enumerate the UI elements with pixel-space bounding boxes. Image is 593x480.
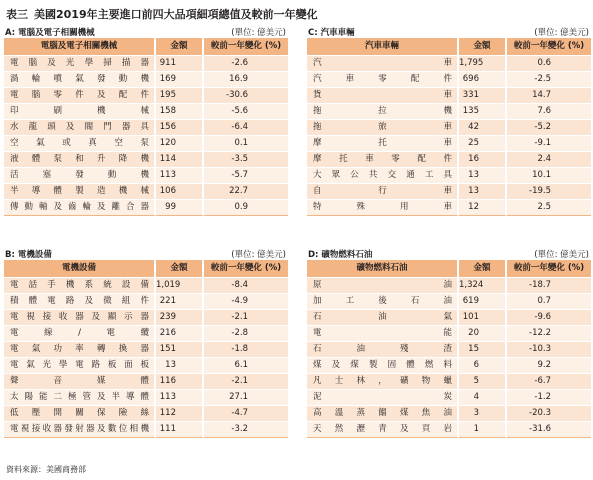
item-name-cell: 積體電路及微組件 — [4, 294, 156, 310]
table-row — [4, 374, 288, 390]
panel-d-mineral-fuels — [307, 247, 591, 438]
table-row — [307, 374, 591, 390]
item-name-cell: 電氣光學電路板面板 — [4, 358, 156, 374]
amount-cell: 15 — [459, 342, 507, 358]
table-row — [4, 200, 288, 216]
table-row — [4, 294, 288, 310]
amount-cell: 106 — [156, 184, 204, 200]
panel-unit: (單位: 億美元) — [231, 250, 286, 260]
item-name-cell: 太陽能二極管及半導體 — [4, 390, 156, 406]
table-row — [4, 88, 288, 104]
item-name-cell: 摩托車 — [307, 136, 459, 152]
amount-cell: 5 — [459, 374, 507, 390]
amount-cell: 113 — [156, 390, 204, 406]
amount-cell: 216 — [156, 326, 204, 342]
item-name-cell: 電腦及光學掃描器 — [4, 56, 156, 72]
panel-title: C: 汽車車輛 — [308, 28, 355, 38]
change-cell: -2.1 — [204, 374, 288, 390]
amount-cell: 239 — [156, 310, 204, 326]
change-cell: -2.8 — [204, 326, 288, 342]
amount-cell: 13 — [459, 168, 507, 184]
panel-title: D: 礦物燃料石油 — [308, 250, 373, 260]
amount-cell: 20 — [459, 326, 507, 342]
change-cell: -1.8 — [204, 342, 288, 358]
change-cell: -12.2 — [507, 326, 591, 342]
change-cell: -20.3 — [507, 406, 591, 422]
change-cell: 2.4 — [507, 152, 591, 168]
table-row — [4, 56, 288, 72]
change-cell: -4.9 — [204, 294, 288, 310]
panel-c-vehicles — [307, 25, 591, 216]
panel-unit: (單位: 億美元) — [231, 28, 286, 38]
header-change: 較前一年變化 (%) — [204, 260, 288, 278]
table-row — [4, 168, 288, 184]
panel-title: A: 電腦及電子相關機械 — [5, 28, 95, 38]
amount-cell: 911 — [156, 56, 204, 72]
header-change: 較前一年變化 (%) — [507, 38, 591, 56]
page-title — [6, 6, 318, 22]
header-category: 電腦及電子相關機械 — [4, 38, 156, 56]
table-row — [307, 136, 591, 152]
amount-cell: 111 — [156, 422, 204, 438]
change-cell: -30.6 — [204, 88, 288, 104]
item-name-cell: 電腦零件及配件 — [4, 88, 156, 104]
table-row — [307, 342, 591, 358]
table-row — [4, 104, 288, 120]
data-table — [307, 260, 591, 438]
amount-cell: 158 — [156, 104, 204, 120]
change-cell: 10.1 — [507, 168, 591, 184]
item-name-cell: 貨車 — [307, 88, 459, 104]
item-name-cell: 拖旅車 — [307, 120, 459, 136]
table-row — [307, 72, 591, 88]
item-name-cell: 凡士林，礦物蠟 — [307, 374, 459, 390]
item-name-cell: 水龍頭及閥門器具 — [4, 120, 156, 136]
amount-cell: 25 — [459, 136, 507, 152]
change-cell: -6.4 — [204, 120, 288, 136]
amount-cell: 112 — [156, 406, 204, 422]
table-row — [4, 406, 288, 422]
panel-unit: (單位: 億美元) — [534, 28, 589, 38]
amount-cell: 116 — [156, 374, 204, 390]
item-name-cell: 印刷機械 — [4, 104, 156, 120]
item-name-cell: 電線/電纜 — [4, 326, 156, 342]
change-cell: 0.1 — [204, 136, 288, 152]
amount-cell: 13 — [459, 184, 507, 200]
item-name-cell: 高溫蒸餾煤焦油 — [307, 406, 459, 422]
amount-cell: 101 — [459, 310, 507, 326]
item-name-cell: 自行車 — [307, 184, 459, 200]
item-name-cell: 天然瀝青及頁岩 — [307, 422, 459, 438]
item-name-cell: 電話手機系統設備 — [4, 278, 156, 294]
table-row — [307, 358, 591, 374]
amount-cell: 113 — [156, 168, 204, 184]
header-amount: 金額 — [156, 260, 204, 278]
table-row — [4, 136, 288, 152]
amount-cell: 1,019 — [156, 278, 204, 294]
item-name-cell: 加工後石油 — [307, 294, 459, 310]
header-amount: 金額 — [459, 38, 507, 56]
item-name-cell: 泥炭 — [307, 390, 459, 406]
panel-header — [4, 25, 288, 38]
panel-header — [307, 247, 591, 260]
change-cell: 22.7 — [204, 184, 288, 200]
change-cell: 0.7 — [507, 294, 591, 310]
header-row — [307, 38, 591, 56]
amount-cell: 16 — [459, 152, 507, 168]
table-row — [307, 88, 591, 104]
change-cell: 7.6 — [507, 104, 591, 120]
item-name-cell: 石油氣 — [307, 310, 459, 326]
panel-title: B: 電機設備 — [5, 250, 52, 260]
item-name-cell: 聲音媒體 — [4, 374, 156, 390]
amount-cell: 696 — [459, 72, 507, 88]
change-cell: -2.1 — [204, 310, 288, 326]
amount-cell: 169 — [156, 72, 204, 88]
table-row — [307, 168, 591, 184]
header-amount: 金額 — [156, 38, 204, 56]
table-row — [4, 72, 288, 88]
table-row — [307, 294, 591, 310]
change-cell: -10.3 — [507, 342, 591, 358]
panel-unit: (單位: 億美元) — [534, 250, 589, 260]
item-name-cell: 傳動軸及齒輪及離合器 — [4, 200, 156, 216]
change-cell: 14.7 — [507, 88, 591, 104]
item-name-cell: 汽車零配件 — [307, 72, 459, 88]
table-row — [307, 278, 591, 294]
table-number: 表三 — [6, 8, 28, 21]
change-cell: -5.6 — [204, 104, 288, 120]
change-cell: -2.5 — [507, 72, 591, 88]
change-cell: -31.6 — [507, 422, 591, 438]
amount-cell: 120 — [156, 136, 204, 152]
change-cell: 0.6 — [507, 56, 591, 72]
source-note: 資料來源：美國商務部 — [6, 465, 86, 474]
panel-b-electrical-equipment — [4, 247, 288, 438]
amount-cell: 135 — [459, 104, 507, 120]
change-cell: 6.1 — [204, 358, 288, 374]
item-name-cell: 電視接收器及顯示器 — [4, 310, 156, 326]
panel-header — [307, 25, 591, 38]
change-cell: -2.6 — [204, 56, 288, 72]
table-row — [4, 310, 288, 326]
table-row — [4, 278, 288, 294]
change-cell: -3.2 — [204, 422, 288, 438]
table-row — [4, 326, 288, 342]
change-cell: -3.5 — [204, 152, 288, 168]
item-name-cell: 電能 — [307, 326, 459, 342]
header-category: 礦物燃料石油 — [307, 260, 459, 278]
item-name-cell: 半導體製造機械 — [4, 184, 156, 200]
amount-cell: 1,324 — [459, 278, 507, 294]
header-row — [307, 260, 591, 278]
amount-cell: 12 — [459, 200, 507, 216]
panel-a-computers-electronics — [4, 25, 288, 216]
header-change: 較前一年變化 (%) — [204, 38, 288, 56]
item-name-cell: 石油殘渣 — [307, 342, 459, 358]
table-row — [307, 152, 591, 168]
header-change: 較前一年變化 (%) — [507, 260, 591, 278]
table-row — [4, 184, 288, 200]
data-table — [4, 260, 288, 438]
table-row — [4, 342, 288, 358]
change-cell: 27.1 — [204, 390, 288, 406]
amount-cell: 1,795 — [459, 56, 507, 72]
item-name-cell: 液體泵和升降機 — [4, 152, 156, 168]
amount-cell: 221 — [156, 294, 204, 310]
item-name-cell: 摩托車零配件 — [307, 152, 459, 168]
amount-cell: 619 — [459, 294, 507, 310]
item-name-cell: 特殊用車 — [307, 200, 459, 216]
item-name-cell: 低壓開關保險絲 — [4, 406, 156, 422]
table-row — [4, 390, 288, 406]
table-row — [307, 390, 591, 406]
amount-cell: 1 — [459, 422, 507, 438]
table-row — [4, 120, 288, 136]
table-row — [307, 406, 591, 422]
table-row — [307, 120, 591, 136]
header-row — [4, 260, 288, 278]
item-name-cell: 拖拉機 — [307, 104, 459, 120]
amount-cell: 4 — [459, 390, 507, 406]
change-cell: 0.9 — [204, 200, 288, 216]
item-name-cell: 汽車 — [307, 56, 459, 72]
title-text: 美國2019年主要進口前四大品項細項總值及較前一年變化 — [34, 8, 318, 21]
amount-cell: 195 — [156, 88, 204, 104]
change-cell: -19.5 — [507, 184, 591, 200]
item-name-cell: 渦輪噴氣發動機 — [4, 72, 156, 88]
data-table — [307, 38, 591, 216]
amount-cell: 151 — [156, 342, 204, 358]
table-row — [307, 200, 591, 216]
amount-cell: 331 — [459, 88, 507, 104]
amount-cell: 42 — [459, 120, 507, 136]
table-row — [307, 326, 591, 342]
item-name-cell: 電視接收器發射器及數位相機 — [4, 422, 156, 438]
amount-cell: 114 — [156, 152, 204, 168]
table-row — [307, 310, 591, 326]
amount-cell: 13 — [156, 358, 204, 374]
table-row — [307, 184, 591, 200]
header-row — [4, 38, 288, 56]
data-table — [4, 38, 288, 216]
change-cell: -9.1 — [507, 136, 591, 152]
header-amount: 金額 — [459, 260, 507, 278]
change-cell: 16.9 — [204, 72, 288, 88]
table-row — [4, 152, 288, 168]
change-cell: 9.2 — [507, 358, 591, 374]
panel-header — [4, 247, 288, 260]
table-row — [307, 422, 591, 438]
amount-cell: 6 — [459, 358, 507, 374]
amount-cell: 3 — [459, 406, 507, 422]
change-cell: -5.2 — [507, 120, 591, 136]
change-cell: -8.4 — [204, 278, 288, 294]
change-cell: -9.6 — [507, 310, 591, 326]
change-cell: -4.7 — [204, 406, 288, 422]
change-cell: -5.7 — [204, 168, 288, 184]
item-name-cell: 空氣或真空泵 — [4, 136, 156, 152]
change-cell: -6.7 — [507, 374, 591, 390]
table-row — [4, 422, 288, 438]
item-name-cell: 煤及煤製固體燃料 — [307, 358, 459, 374]
change-cell: 2.5 — [507, 200, 591, 216]
item-name-cell: 原油 — [307, 278, 459, 294]
item-name-cell: 大眾公共交通工具 — [307, 168, 459, 184]
amount-cell: 99 — [156, 200, 204, 216]
change-cell: -1.2 — [507, 390, 591, 406]
header-category: 汽車車輛 — [307, 38, 459, 56]
change-cell: -18.7 — [507, 278, 591, 294]
item-name-cell: 活塞發動機 — [4, 168, 156, 184]
table-row — [307, 56, 591, 72]
item-name-cell: 電氣功率轉換器 — [4, 342, 156, 358]
table-row — [307, 104, 591, 120]
amount-cell: 156 — [156, 120, 204, 136]
table-row — [4, 358, 288, 374]
header-category: 電機設備 — [4, 260, 156, 278]
